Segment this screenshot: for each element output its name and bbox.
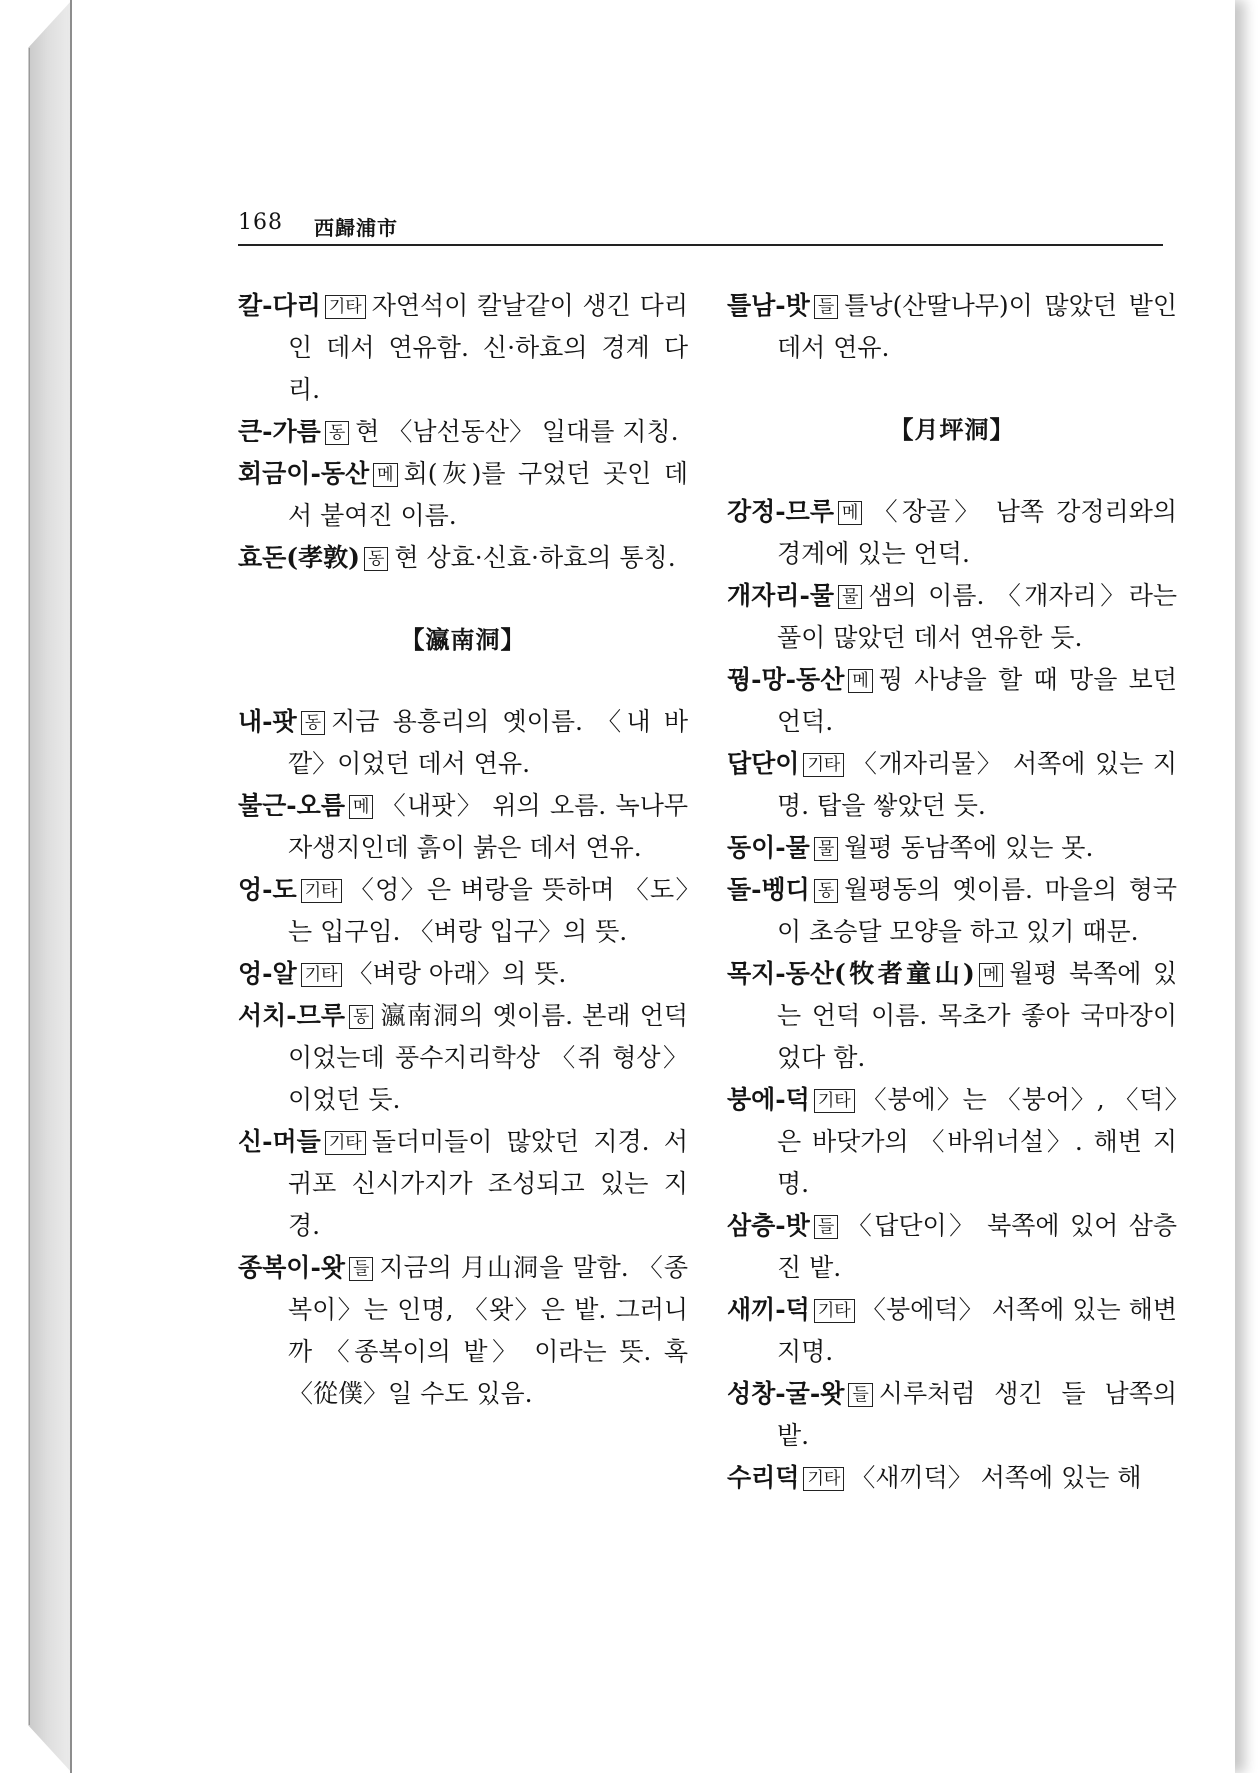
entry-category-tag: 동 bbox=[301, 711, 325, 735]
right-column bbox=[727, 285, 1177, 1499]
entry-category-tag: 기타 bbox=[325, 295, 366, 319]
entry-headword: 칼-다리 bbox=[238, 291, 321, 320]
dictionary-entry bbox=[727, 1205, 1177, 1289]
dictionary-entry bbox=[238, 411, 688, 453]
entry-category-tag: 메 bbox=[349, 795, 373, 819]
entry-definition: 시루처럼 생긴 들 남쪽의 밭. bbox=[777, 1379, 1177, 1450]
dictionary-entry bbox=[238, 453, 688, 537]
entry-category-tag: 물 bbox=[838, 585, 862, 609]
entry-headword: 성창-굴-왓 bbox=[727, 1379, 845, 1408]
entry-category-tag: 동 bbox=[364, 547, 388, 571]
entry-category-tag: 들 bbox=[848, 1383, 872, 1407]
entry-headword: 내-팟 bbox=[238, 707, 297, 736]
dictionary-entry bbox=[727, 1079, 1177, 1205]
entry-definition: 〈벼랑 아래〉의 뜻. bbox=[347, 959, 567, 988]
entry-definition: 瀛南洞의 옛이름. 본래 언덕이었는데 풍수지리학상 〈쥐 형상〉이었던 듯. bbox=[288, 1001, 688, 1114]
left-entries-a bbox=[238, 285, 688, 579]
dictionary-entry bbox=[727, 575, 1177, 659]
entry-definition: 〈엉〉은 벼랑을 뜻하며 〈도〉는 입구임. 〈벼랑 입구〉의 뜻. bbox=[288, 875, 688, 946]
entry-definition: 샘의 이름. 〈개자리〉라는 풀이 많았던 데서 연유한 듯. bbox=[777, 581, 1177, 652]
entry-category-tag: 기타 bbox=[814, 1299, 855, 1323]
entry-definition: 〈새끼덕〉 서쪽에 있는 해 bbox=[850, 1463, 1142, 1492]
entry-category-tag: 물 bbox=[814, 837, 838, 861]
entry-headword: 회금이-동산 bbox=[238, 459, 370, 488]
entry-headword: 신-머들 bbox=[238, 1127, 321, 1156]
page-stack-edge bbox=[29, 48, 30, 1725]
entry-headword: 돌-벵디 bbox=[727, 875, 810, 904]
right-entries-a bbox=[727, 285, 1177, 369]
dictionary-entry bbox=[727, 1457, 1177, 1499]
entry-category-tag: 기타 bbox=[301, 879, 342, 903]
page-number: 168 bbox=[238, 210, 283, 235]
entry-definition: 〈내팟〉 위의 오름. 녹나무 자생지인데 흙이 붉은 데서 연유. bbox=[288, 791, 688, 862]
entry-category-tag: 들 bbox=[349, 1257, 373, 1281]
entry-definition: 지금 용흥리의 옛이름. 〈내 바깥〉이었던 데서 연유. bbox=[288, 707, 688, 778]
dictionary-entry bbox=[238, 1121, 688, 1247]
entry-headword: 효돈(孝敦) bbox=[238, 543, 360, 572]
entry-definition: 회(灰)를 구었던 곳인 데서 붙여진 이름. bbox=[288, 459, 688, 530]
entry-category-tag: 메 bbox=[979, 963, 1003, 987]
entry-category-tag: 메 bbox=[838, 501, 862, 525]
dictionary-entry bbox=[727, 491, 1177, 575]
dictionary-entry bbox=[727, 1289, 1177, 1373]
dictionary-entry bbox=[238, 537, 688, 579]
dictionary-entry bbox=[727, 869, 1177, 953]
dictionary-entry bbox=[238, 285, 688, 411]
entry-definition: 지금의 月山洞을 말함. 〈종복이〉는 인명, 〈왓〉은 밭. 그러니까 〈종복이의 밭〉 이라는 뜻. 혹 〈從僕〉일 수도 있음. bbox=[288, 1253, 688, 1408]
dictionary-entry bbox=[238, 701, 688, 785]
entry-headword: 붕에-덕 bbox=[727, 1085, 810, 1114]
entry-category-tag: 기타 bbox=[301, 963, 342, 987]
dictionary-entry bbox=[238, 995, 688, 1121]
left-column bbox=[238, 285, 688, 1415]
dictionary-entry bbox=[727, 1373, 1177, 1457]
entry-category-tag: 메 bbox=[373, 463, 397, 487]
entry-definition: 자연석이 칼날같이 생긴 다리인 데서 연유함. 신·하효의 경계 다리. bbox=[288, 291, 688, 404]
entry-category-tag: 기타 bbox=[803, 1467, 844, 1491]
entry-category-tag: 기타 bbox=[803, 753, 844, 777]
left-entries-b bbox=[238, 701, 688, 1415]
entry-headword: 강정-므루 bbox=[727, 497, 834, 526]
entry-headword: 엉-알 bbox=[238, 959, 297, 988]
dictionary-entry bbox=[727, 743, 1177, 827]
section-title-yeongnam: 【瀛南洞】 bbox=[400, 625, 526, 654]
section-title-wolpyeong: 【月坪洞】 bbox=[889, 415, 1015, 444]
entry-definition: 꿩 사냥을 할 때 망을 보던 언덕. bbox=[777, 665, 1177, 736]
entry-category-tag: 동 bbox=[814, 879, 838, 903]
book-page-stack bbox=[28, 0, 72, 1773]
entry-definition: 〈붕에〉는 〈붕어〉, 〈덕〉은 바닷가의 〈바위너설〉. 해변 지명. bbox=[777, 1085, 1177, 1198]
entry-headword: 꿩-망-동산 bbox=[727, 665, 845, 694]
entry-headword: 목지-동산(牧者童山) bbox=[727, 959, 975, 988]
entry-definition: 현 〈남선동산〉 일대를 지칭. bbox=[355, 417, 679, 446]
entry-headword: 개자리-물 bbox=[727, 581, 834, 610]
entry-category-tag: 들 bbox=[814, 1215, 838, 1239]
entry-headword: 종복이-왓 bbox=[238, 1253, 345, 1282]
running-head: 西歸浦市 bbox=[314, 216, 398, 240]
entry-definition: 〈답단이〉 북쪽에 있어 삼층진 밭. bbox=[777, 1211, 1177, 1282]
entry-definition: 월평 동남쪽에 있는 못. bbox=[844, 833, 1094, 862]
entry-definition: 〈붕에덕〉 서쪽에 있는 해변 지명. bbox=[777, 1295, 1177, 1366]
dictionary-entry bbox=[727, 659, 1177, 743]
entry-category-tag: 들 bbox=[814, 295, 838, 319]
entry-definition: 월평동의 옛이름. 마을의 형국이 초승달 모양을 하고 있기 때문. bbox=[777, 875, 1177, 946]
entry-category-tag: 기타 bbox=[814, 1089, 855, 1113]
entry-definition: 현 상효·신효·하효의 통칭. bbox=[394, 543, 676, 572]
entry-headword: 틀남-밧 bbox=[727, 291, 810, 320]
entry-headword: 불근-오름 bbox=[238, 791, 345, 820]
entry-headword: 답단이 bbox=[727, 749, 800, 778]
dictionary-entry bbox=[727, 827, 1177, 869]
dictionary-entry bbox=[238, 869, 688, 953]
dictionary-entry bbox=[238, 785, 688, 869]
entry-headword: 동이-물 bbox=[727, 833, 810, 862]
entry-headword: 삼층-밧 bbox=[727, 1211, 810, 1240]
entry-headword: 엉-도 bbox=[238, 875, 297, 904]
page-header bbox=[238, 210, 1163, 246]
entry-headword: 새끼-덕 bbox=[727, 1295, 810, 1324]
dictionary-entry bbox=[238, 1247, 688, 1415]
entry-category-tag: 기타 bbox=[325, 1131, 366, 1155]
page-edge-line bbox=[70, 0, 72, 1773]
dictionary-entry bbox=[238, 953, 688, 995]
dictionary-entry bbox=[727, 285, 1177, 369]
entry-definition: 〈개자리물〉 서쪽에 있는 지명. 탑을 쌓았던 듯. bbox=[777, 749, 1177, 820]
entry-definition: 돌더미들이 많았던 지경. 서귀포 신시가지가 조성되고 있는 지경. bbox=[288, 1127, 688, 1240]
entry-headword: 수리덕 bbox=[727, 1463, 800, 1492]
entry-definition: 틀낭(산딸나무)이 많았던 밭인 데서 연유. bbox=[777, 291, 1177, 362]
entry-headword: 큰-가름 bbox=[238, 417, 321, 446]
entry-category-tag: 동 bbox=[349, 1005, 373, 1029]
entry-definition: 〈장골〉 남쪽 강정리와의 경계에 있는 언덕. bbox=[777, 497, 1177, 568]
entry-headword: 서치-므루 bbox=[238, 1001, 345, 1030]
entry-category-tag: 동 bbox=[325, 421, 349, 445]
entry-definition: 월평 북쪽에 있는 언덕 이름. 목초가 좋아 국마장이었다 함. bbox=[777, 959, 1177, 1072]
entry-category-tag: 메 bbox=[848, 669, 872, 693]
right-entries-b bbox=[727, 491, 1177, 1499]
dictionary-entry bbox=[727, 953, 1177, 1079]
